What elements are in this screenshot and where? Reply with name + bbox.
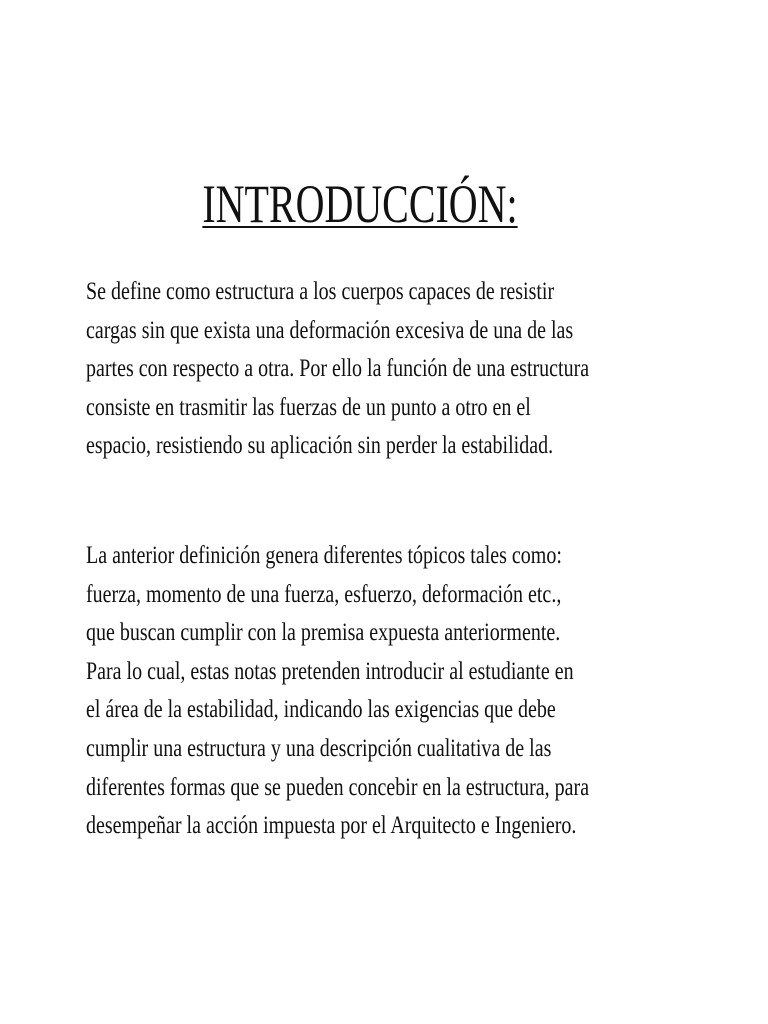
paragraph-line: La anterior definición genera diferentes tópicos tales como: — [86, 542, 562, 569]
paragraph-line: Se define como estructura a los cuerpos capaces de resistir — [86, 278, 555, 305]
paragraph-topics — [86, 537, 589, 846]
paragraph-line: que buscan cumplir con la premisa expuesta anteriormente. — [86, 619, 561, 647]
paragraph-line: cumplir una estructura y una descripción cualitativa de las — [86, 734, 552, 762]
paragraph-line: consiste en trasmitir las fuerzas de un punto a otro en el — [86, 393, 531, 421]
paragraph-line: partes con respecto a otra. Por ello la función de una estructura — [86, 355, 590, 383]
paragraph-definition — [86, 273, 589, 466]
paragraph-line: diferentes formas que se pueden concebir en la estructura, para — [86, 773, 590, 801]
page-title: INTRODUCCIÓN: — [202, 174, 518, 234]
paragraph-line: desempeñar la acción impuesta por el Arquitecto e Ingeniero. — [86, 812, 577, 840]
paragraph-line: fuerza, momento de una fuerza, esfuerzo, deformación etc., — [86, 580, 562, 608]
paragraph-line: Para lo cual, estas notas pretenden introducir al estudiante en — [86, 657, 574, 685]
paragraph-line: el área de la estabilidad, indicando las exigencias que debe — [86, 696, 556, 724]
paragraph-line: cargas sin que exista una deformación excesiva de una de las — [86, 316, 574, 344]
paragraph-line: espacio, resistiendo su aplicación sin perder la estabilidad. — [86, 432, 554, 460]
